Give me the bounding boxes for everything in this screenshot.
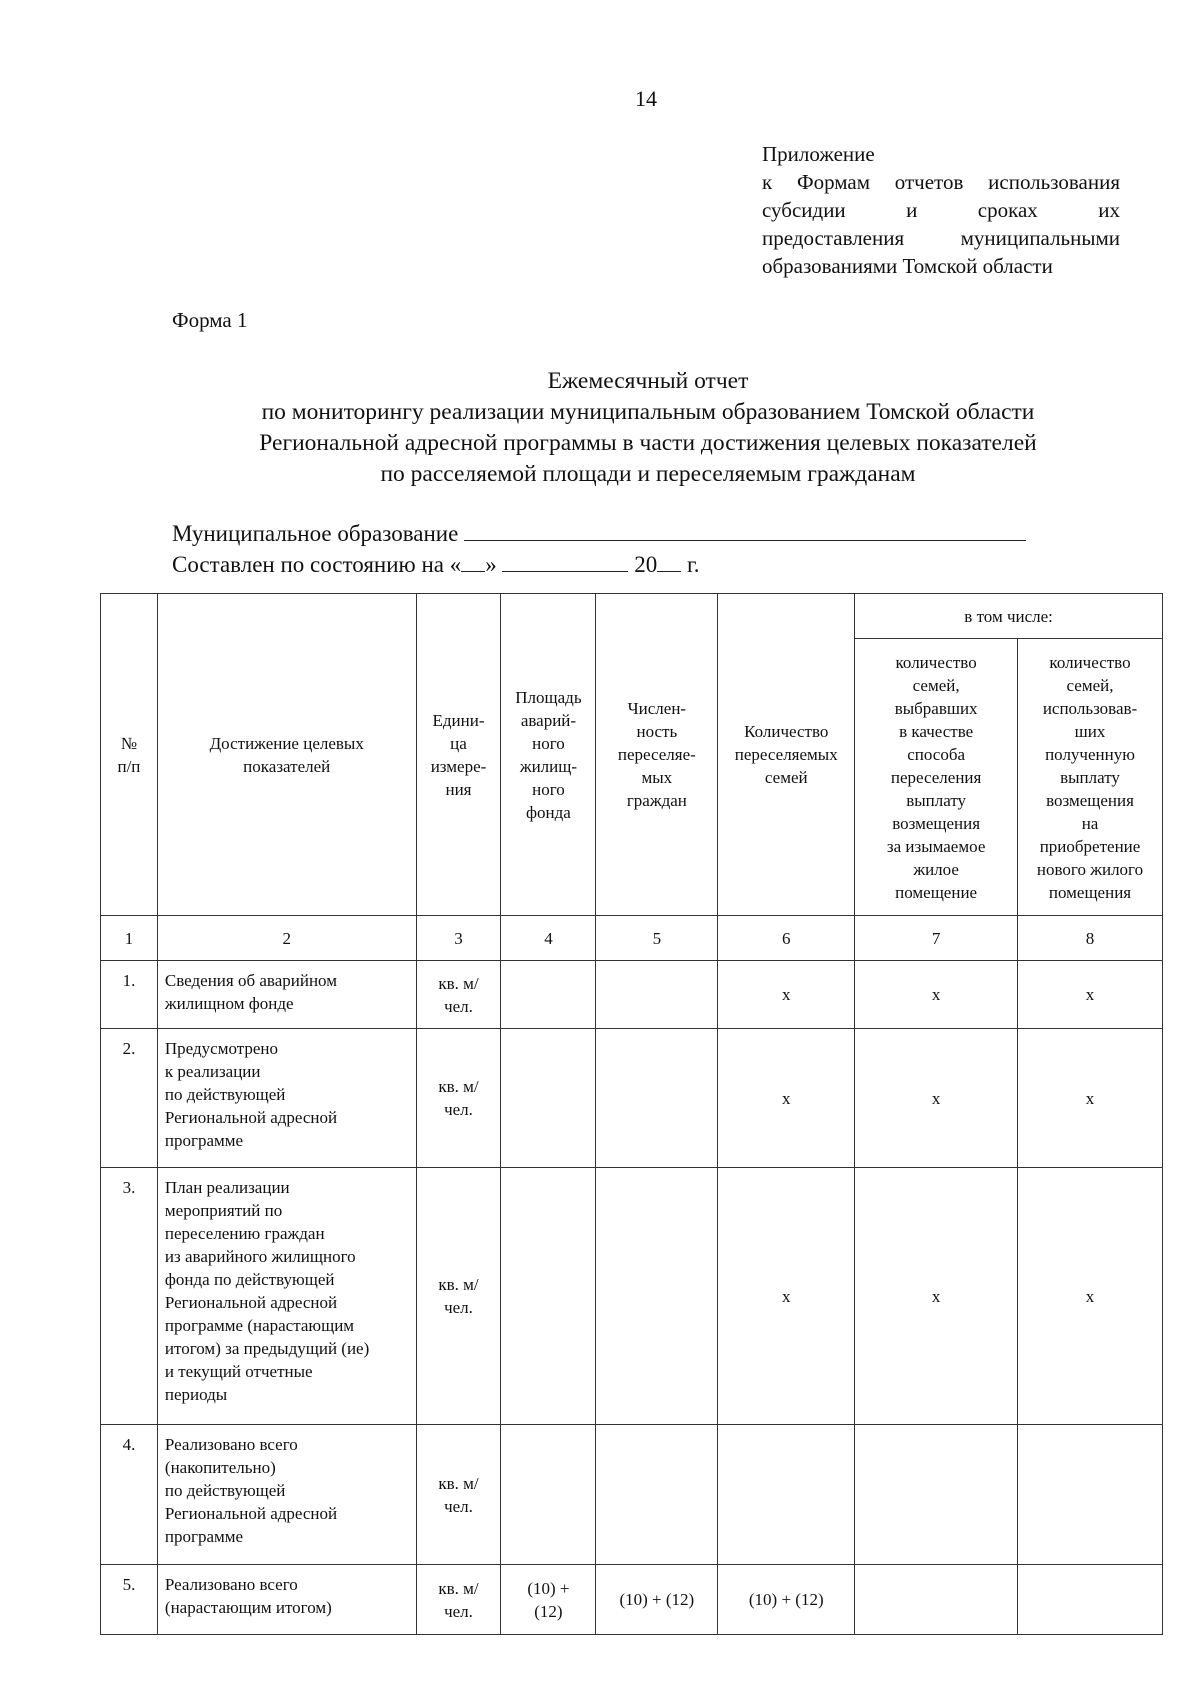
row-indicator: Реализовано всего (нарастающим итогом)	[157, 1565, 416, 1635]
table-row	[101, 1168, 1163, 1425]
as-of-line	[172, 549, 1026, 580]
row-col7[interactable]: х	[855, 1168, 1018, 1425]
row-col7[interactable]	[855, 1425, 1018, 1565]
header-col7: количество семей, выбравших в качестве способа переселения выплату возмещения за изымаемое жилое помещение	[855, 639, 1018, 916]
row-col8[interactable]: х	[1018, 961, 1163, 1029]
as-of-prefix: Составлен по состоянию на «	[172, 552, 462, 577]
row-families[interactable]: х	[718, 1029, 855, 1168]
title-line: по мониторингу реализации муниципальным образованием Томской области	[261, 399, 1035, 425]
row-area[interactable]	[501, 1425, 596, 1565]
table-row	[101, 1565, 1163, 1635]
col-number: 5	[596, 916, 718, 961]
row-indicator: Предусмотрено к реализации по действующей Региональной адресной программе	[157, 1029, 416, 1168]
row-families[interactable]: х	[718, 961, 855, 1029]
header-num: № п/п	[101, 594, 158, 916]
row-col8[interactable]	[1018, 1425, 1163, 1565]
header-col8: количество семей, использовав- ших полученную выплату возмещения на приобретение нового жилого помещения	[1018, 639, 1163, 916]
header-indicator: Достижение целевых показателей	[157, 594, 416, 916]
col-number: 6	[718, 916, 855, 961]
table-row	[101, 961, 1163, 1029]
appendix-line: образованиями Томской области	[762, 254, 1053, 278]
day-field[interactable]	[461, 549, 485, 572]
header-unit: Едини- ца измере- ния	[416, 594, 501, 916]
header-citizens: Числен- ность переселяе- мых граждан	[596, 594, 718, 916]
row-unit: кв. м/ чел.	[416, 1168, 501, 1425]
row-citizens[interactable]	[596, 1425, 718, 1565]
row-num: 5.	[101, 1565, 158, 1635]
col-number: 2	[157, 916, 416, 961]
col-number: 8	[1018, 916, 1163, 961]
title-line: Ежемесячный отчет	[547, 368, 749, 394]
title-line: Региональной адресной программы в части достижения целевых показателей	[259, 430, 1037, 456]
municipality-label: Муниципальное образование	[172, 521, 459, 546]
row-num: 4.	[101, 1425, 158, 1565]
page-number: 14	[635, 86, 657, 111]
col-number: 4	[501, 916, 596, 961]
year-field[interactable]	[657, 549, 681, 572]
year-suffix: г.	[686, 552, 700, 577]
appendix-line: Приложение	[762, 142, 875, 166]
municipality-field[interactable]	[464, 518, 1026, 541]
as-of-mid: »	[485, 552, 497, 577]
row-families[interactable]: х	[718, 1168, 855, 1425]
row-unit: кв. м/ чел.	[416, 961, 501, 1029]
header-including: в том числе:	[855, 594, 1163, 639]
row-indicator: Реализовано всего (накопительно) по действующей Региональной адресной программе	[157, 1425, 416, 1565]
row-citizens[interactable]	[596, 961, 718, 1029]
appendix-note	[762, 140, 1120, 280]
row-area[interactable]	[501, 1168, 596, 1425]
row-col7[interactable]	[855, 1565, 1018, 1635]
row-area[interactable]	[501, 1029, 596, 1168]
form-label: Форма 1	[172, 308, 248, 332]
title-line: по расселяемой площади и переселяемым гражданам	[380, 461, 916, 487]
row-num: 3.	[101, 1168, 158, 1425]
row-families[interactable]	[718, 1425, 855, 1565]
row-area[interactable]: (10) + (12)	[501, 1565, 596, 1635]
col-number: 7	[855, 916, 1018, 961]
row-citizens[interactable]: (10) + (12)	[596, 1565, 718, 1635]
row-num: 2.	[101, 1029, 158, 1168]
col-number: 1	[101, 916, 158, 961]
row-col8[interactable]: х	[1018, 1168, 1163, 1425]
row-indicator: План реализации мероприятий по переселению граждан из аварийного жилищного фонда по действующей Региональной адресной программе (нарастающим итогом) за предыдущий (ие) и текущий отчетные периоды	[157, 1168, 416, 1425]
row-area[interactable]	[501, 961, 596, 1029]
row-col7[interactable]: х	[855, 961, 1018, 1029]
table-row	[101, 1029, 1163, 1168]
row-col8[interactable]	[1018, 1565, 1163, 1635]
report-fields	[172, 518, 1026, 580]
row-citizens[interactable]	[596, 1029, 718, 1168]
appendix-line: субсидии и сроках их	[762, 198, 1120, 222]
row-unit: кв. м/ чел.	[416, 1425, 501, 1565]
col-number: 3	[416, 916, 501, 961]
row-citizens[interactable]	[596, 1168, 718, 1425]
row-col8[interactable]: х	[1018, 1029, 1163, 1168]
row-unit: кв. м/ чел.	[416, 1029, 501, 1168]
report-table	[100, 593, 1163, 1635]
header-families: Количество переселяемых семей	[718, 594, 855, 916]
table-row	[101, 1425, 1163, 1565]
row-families[interactable]: (10) + (12)	[718, 1565, 855, 1635]
row-num: 1.	[101, 961, 158, 1029]
month-field[interactable]	[502, 549, 628, 572]
row-col7[interactable]: х	[855, 1029, 1018, 1168]
report-title	[150, 366, 1146, 490]
year-prefix: 20	[634, 552, 658, 577]
appendix-line: к Формам отчетов использования	[762, 170, 1120, 194]
header-area: Площадь аварий- ного жилищ- ного фонда	[501, 594, 596, 916]
appendix-line: предоставления муниципальными	[762, 226, 1120, 250]
row-unit: кв. м/ чел.	[416, 1565, 501, 1635]
row-indicator: Сведения об аварийном жилищном фонде	[157, 961, 416, 1029]
municipality-line	[172, 518, 1026, 549]
